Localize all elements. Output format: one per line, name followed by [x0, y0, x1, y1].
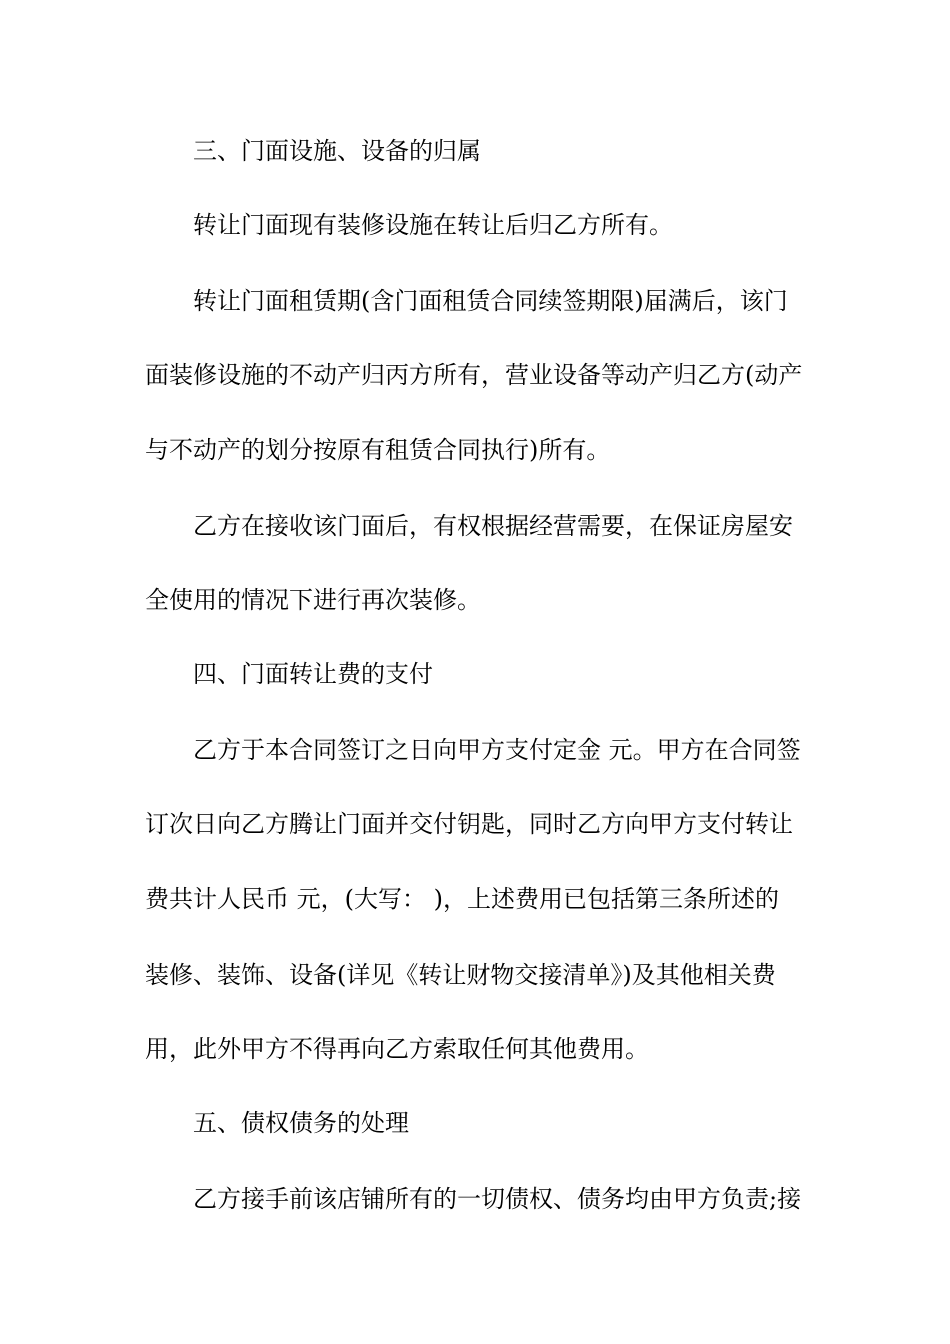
paragraph-line: 面装修设施的不动产归丙方所有，营业设备等动产归乙方(动产: [145, 361, 803, 389]
section-heading-5: 五、债权债务的处理: [193, 1109, 409, 1137]
paragraph-line: 订次日向乙方腾让门面并交付钥匙，同时乙方向甲方支付转让: [145, 810, 793, 838]
paragraph-line: 乙方于本合同签订之日向甲方支付定金 元。甲方在合同签: [193, 736, 801, 764]
paragraph-line: 乙方在接收该门面后，有权根据经营需要，在保证房屋安: [193, 512, 793, 540]
paragraph-line: 装修、装饰、设备(详见《转让财物交接清单》)及其他相关费: [145, 961, 776, 989]
section-heading-3: 三、门面设施、设备的归属: [193, 137, 481, 165]
paragraph-line: 乙方接手前该店铺所有的一切债权、债务均由甲方负责;接: [193, 1185, 802, 1213]
paragraph-line: 全使用的情况下进行再次装修。: [145, 586, 481, 614]
paragraph-line: 用，此外甲方不得再向乙方索取任何其他费用。: [145, 1035, 649, 1063]
paragraph-line: 转让门面现有装修设施在转让后归乙方所有。: [193, 211, 673, 239]
paragraph-line: 与不动产的划分按原有租赁合同执行)所有。: [145, 436, 611, 464]
paragraph-line: 费共计人民币 元，(大写： )，上述费用已包括第三条所述的: [145, 885, 779, 913]
section-heading-4: 四、门面转让费的支付: [193, 660, 433, 688]
paragraph-line: 转让门面租赁期(含门面租赁合同续签期限)届满后，该门: [193, 287, 788, 315]
